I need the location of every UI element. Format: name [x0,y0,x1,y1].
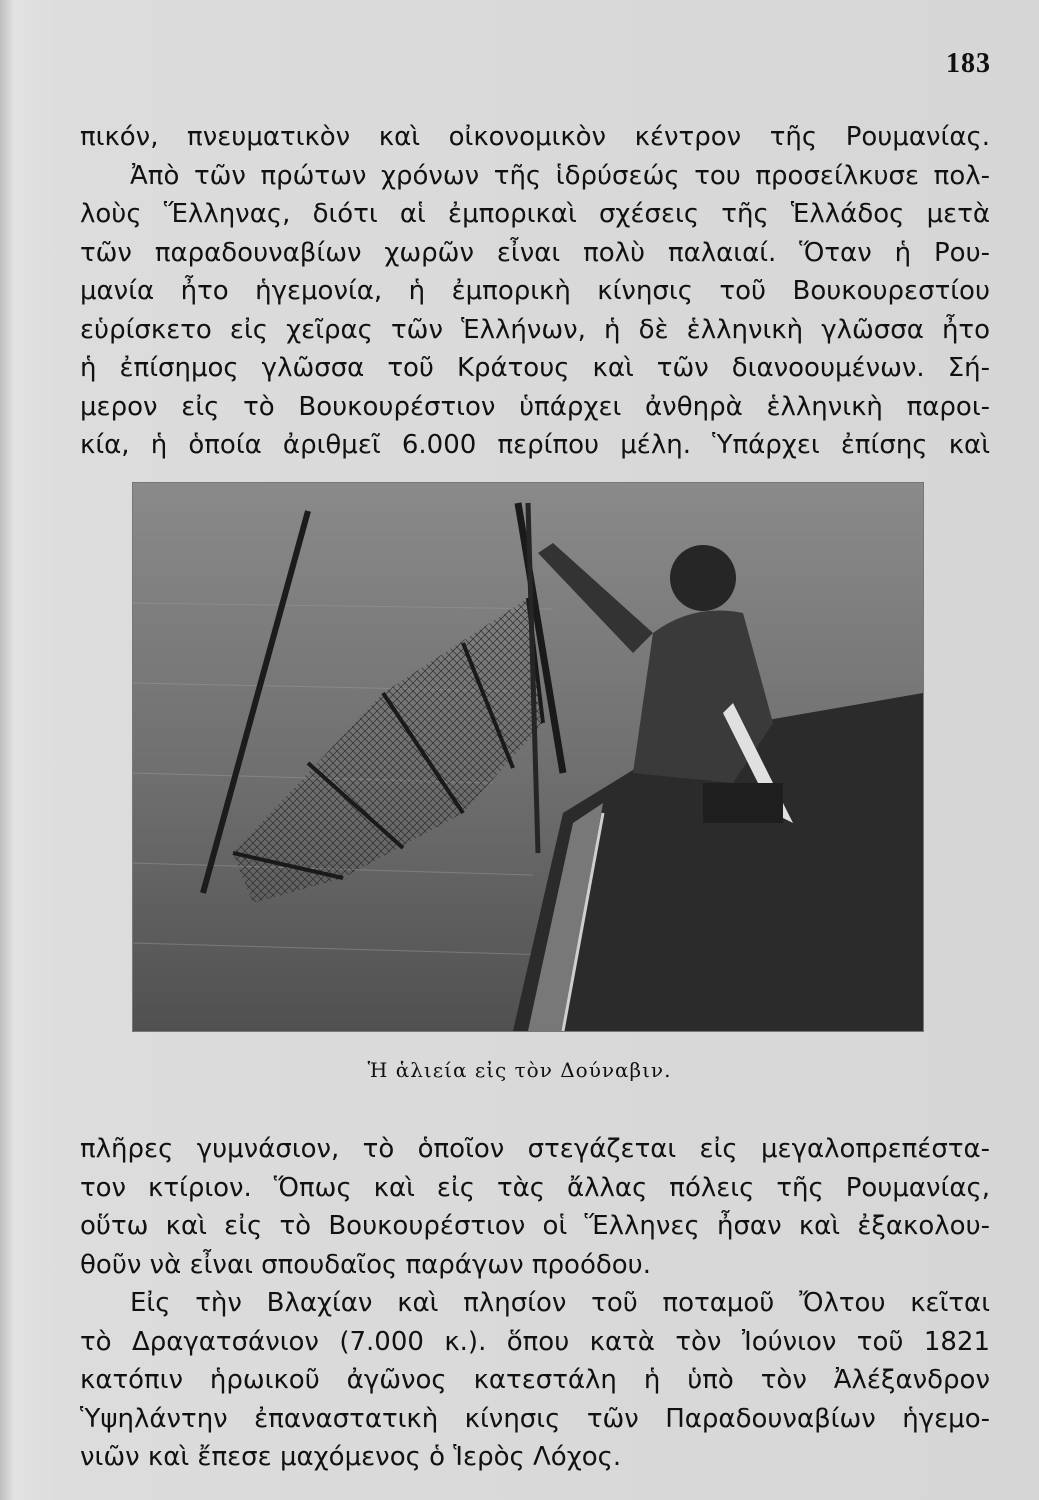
text-line: τῶν παραδουναβίων χωρῶν εἶναι πολὺ παλαιαί. Ὅταν ἡ Ρου- [80,237,990,268]
fishing-photo [133,483,923,1031]
text-block-top [80,118,990,465]
text-line: κία, ἡ ὁποία ἀριθμεῖ 6.000 περίπου μέλη. Ὑπάρχει ἐπίσης καὶ [80,430,990,460]
text-line: πλῆρες γυμνάσιον, τὸ ὁποῖον στεγάζεται εἰς μεγαλοπρεπέστα- [80,1134,990,1164]
text-line: εὑρίσκετο εἰς χεῖρας τῶν Ἑλλήνων, ἡ δὲ ἑλληνικὴ γλῶσσα ἦτο [80,314,990,345]
text-line: Εἰς τὴν Βλαχίαν καὶ πλησίον τοῦ ποταμοῦ Ὄλτου κεῖται [130,1288,990,1318]
text-line: λοὺς Ἕλληνας, διότι αἱ ἐμπορικαὶ σχέσεις τῆς Ἑλλάδος μετὰ [80,199,990,229]
text-line: τον κτίριον. Ὅπως καὶ εἰς τὰς ἄλλας πόλεις τῆς Ρουμανίας, [80,1172,990,1203]
photo-illustration [133,483,923,1031]
page-number: 183 [946,48,991,79]
text-line: μερον εἰς τὸ Βουκουρέστιον ὑπάρχει ἀνθηρὰ ἑλληνικὴ παροι- [80,391,990,422]
text-line: θοῦν νὰ εἶναι σπουδαῖος παράγων προόδου. [80,1249,651,1280]
text-line: Ὑψηλάντην ἐπαναστατικὴ κίνησις τῶν Παραδουναβίων ἡγεμο- [80,1403,990,1434]
text-line: τὸ Δραγατσάνιον (7.000 κ.). ὅπου κατὰ τὸν Ἰούνιον τοῦ 1821 [80,1326,990,1357]
text-line: ἡ ἐπίσημος γλῶσσα τοῦ Κράτους καὶ τῶν διανοουμένων. Σή- [80,353,990,383]
text-line: νιῶν καὶ ἔπεσε μαχόμενος ὁ Ἱερὸς Λόχος. [80,1442,622,1472]
text-line: μανία ἦτο ἡγεμονία, ἡ ἐμπορικὴ κίνησις τοῦ Βουκουρεστίου [80,276,990,306]
text-line: Ἀπὸ τῶν πρώτων χρόνων τῆς ἱδρύσεώς του προσείλκυσε πολ- [130,160,990,191]
text-line: κατόπιν ἡρωικοῦ ἀγῶνος κατεστάλη ἡ ὑπὸ τὸν Ἀλέξανδρον [80,1365,990,1395]
figure-caption: Ἡ ἁλιεία εἰς τὸν Δούναβιν. [367,1058,672,1082]
text-line: οὕτω καὶ εἰς τὸ Βουκουρέστιον οἱ Ἕλληνες ἦσαν καὶ ἐξακολου- [80,1211,990,1241]
text-block-bottom [80,1130,990,1477]
text-line: πικόν, πνευματικὸν καὶ οἰκονομικὸν κέντρον τῆς Ρουμανίας. [80,122,990,152]
